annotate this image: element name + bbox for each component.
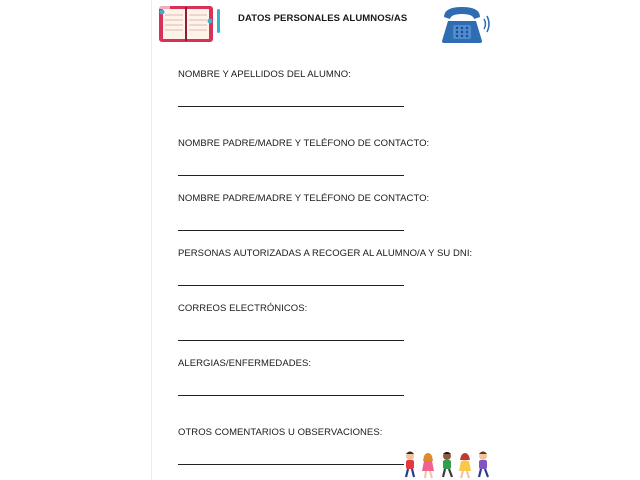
field-label-emails: CORREOS ELECTRÓNICOS: (178, 303, 308, 314)
children-icon (400, 450, 492, 480)
field-line-authorized-persons[interactable] (178, 285, 404, 286)
field-label-parent-contact-1: NOMBRE PADRE/MADRE Y TELÉFONO DE CONTACTO: (178, 138, 430, 149)
telephone-icon (440, 3, 492, 45)
field-line-parent-contact-2[interactable] (178, 230, 404, 231)
field-label-student-name: NOMBRE Y APELLIDOS DEL ALUMNO: (178, 69, 351, 80)
planner-icon (156, 3, 226, 43)
field-line-allergies[interactable] (178, 395, 404, 396)
field-line-student-name[interactable] (178, 106, 404, 107)
field-label-allergies: ALERGIAS/ENFERMEDADES: (178, 358, 312, 369)
form-title: DATOS PERSONALES ALUMNOS/AS (238, 13, 408, 24)
field-label-parent-contact-2: NOMBRE PADRE/MADRE Y TELÉFONO DE CONTACTO: (178, 193, 430, 204)
field-line-comments[interactable] (178, 464, 404, 465)
field-line-parent-contact-1[interactable] (178, 175, 404, 176)
field-label-authorized-persons: PERSONAS AUTORIZADAS A RECOGER AL ALUMNO/A Y SU DNI: (178, 248, 473, 259)
field-line-emails[interactable] (178, 340, 404, 341)
field-label-comments: OTROS COMENTARIOS U OBSERVACIONES: (178, 427, 383, 438)
